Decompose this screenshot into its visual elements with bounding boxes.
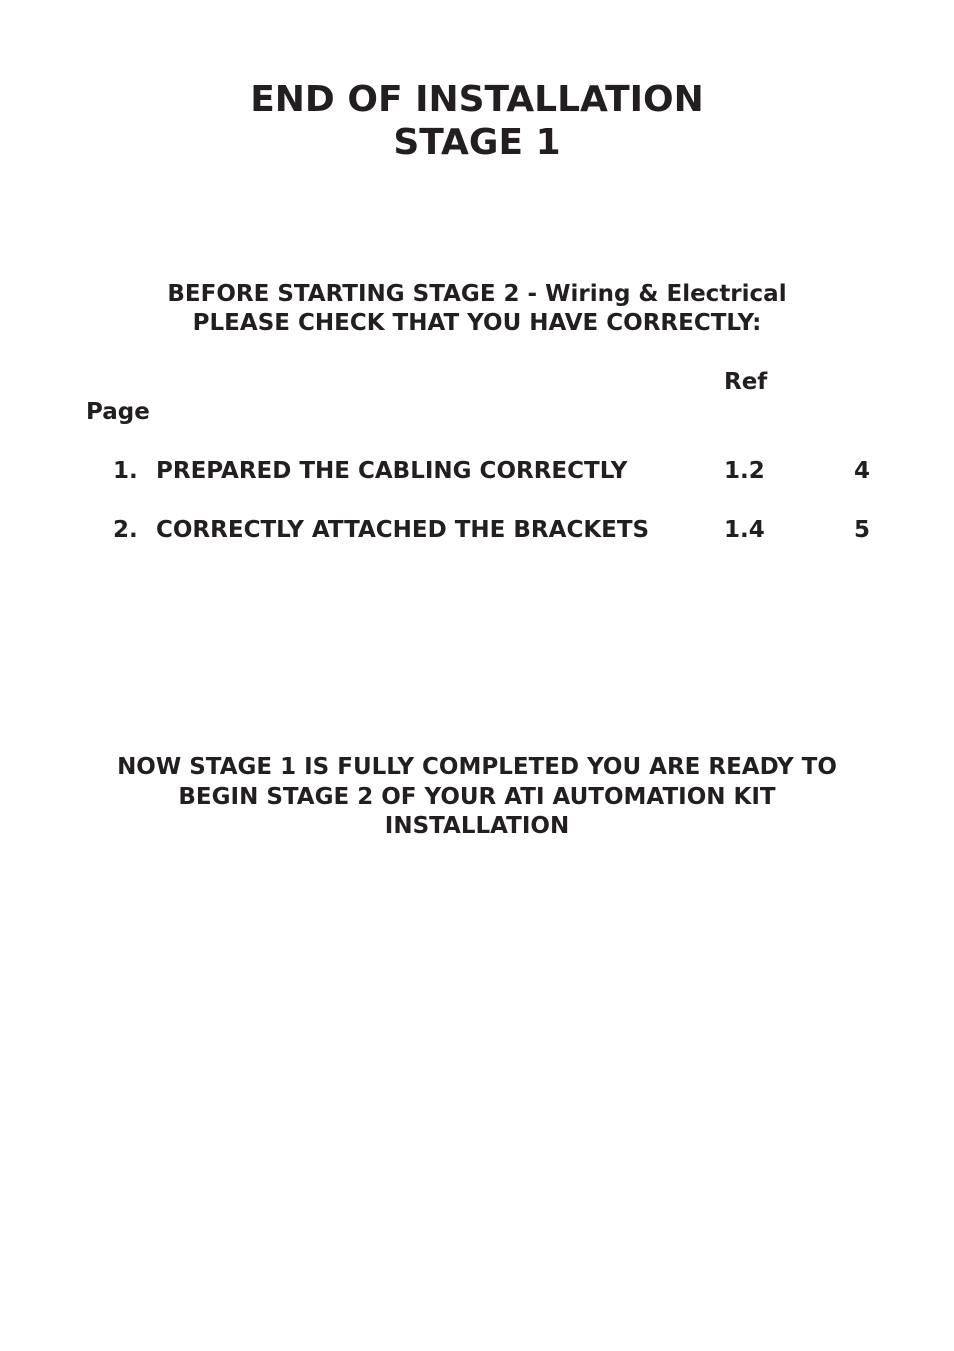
checklist-item — [0, 457, 954, 486]
check-heading — [0, 280, 954, 338]
page-title — [0, 78, 954, 164]
item-text: CORRECTLY ATTACHED THE BRACKETS — [156, 517, 650, 543]
title-line-1: END OF INSTALLATION — [250, 79, 704, 120]
item-page: 4 — [854, 458, 871, 484]
item-number: 1. — [113, 458, 138, 484]
page-column-header: Page — [86, 399, 150, 425]
item-page: 5 — [854, 517, 871, 543]
checklist-item — [0, 516, 954, 545]
item-text: PREPARED THE CABLING CORRECTLY — [156, 458, 628, 484]
completion-line-2: BEGIN STAGE 2 OF YOUR ATI AUTOMATION KIT — [178, 783, 776, 810]
ref-column-header: Ref — [724, 369, 768, 395]
item-ref: 1.2 — [724, 458, 765, 484]
completion-line-3: INSTALLATION — [384, 813, 570, 839]
item-ref: 1.4 — [724, 517, 765, 543]
check-heading-line-2: PLEASE CHECK THAT YOU HAVE CORRECTLY: — [192, 310, 762, 336]
completion-message — [70, 753, 884, 842]
check-heading-line-1: BEFORE STARTING STAGE 2 - Wiring & Electrical — [167, 281, 787, 307]
item-number: 2. — [113, 517, 138, 543]
title-line-2: STAGE 1 — [393, 122, 561, 163]
completion-line-1: NOW STAGE 1 IS FULLY COMPLETED YOU ARE READY TO — [117, 754, 837, 780]
